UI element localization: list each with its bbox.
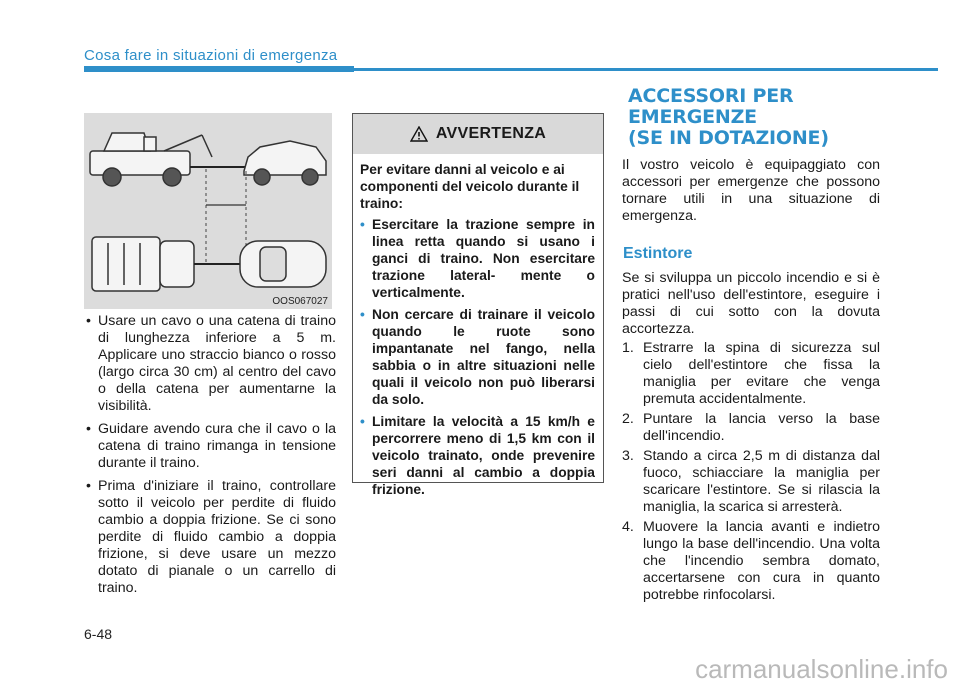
dimension-guides <box>206 169 246 263</box>
towing-diagram <box>84 113 332 309</box>
page-number: 6-48 <box>84 626 113 642</box>
step-item: 3. Stando a circa 2,5 m di distanza dal fuoco, schiacciare la maniglia per scaricare l'estintore. Se si rilascia la maniglia, la scarica si arresterà. <box>622 448 880 515</box>
tow-truck-top <box>92 237 194 291</box>
bullet-icon: • <box>360 307 365 322</box>
bullet-icon: • <box>86 478 91 494</box>
section-header-title: Cosa fare in situazioni di emergenza <box>84 47 338 64</box>
list-item: • Usare un cavo o una catena di traino di lunghezza inferiore a 5 m. Applicare uno straccio bianco o rosso (largo circa 30 cm) al centro del cavo o della catena per aumentarne la visibilità. <box>86 313 336 414</box>
section-title-line: ACCESSORI PER <box>628 85 794 107</box>
section-intro: Il vostro veicolo è equipaggiato con accessori per emergenze che possono tornare utili in una situazione di emergenza. <box>622 157 880 224</box>
list-item: • Guidare avendo cura che il cavo o la catena di traino rimanga in tensione durante il traino. <box>86 421 336 471</box>
towed-car-top <box>240 241 326 287</box>
bullet-icon: • <box>360 414 365 429</box>
step-item: 4. Muovere la lancia avanti e indietro lungo la base dell'incendio. Una volta che l'incendio sembra domato, accertarsene con cura in quanto potrebbe rinfocolarsi. <box>622 519 880 603</box>
warning-intro: Per evitare danni al veicolo e ai componenti del veicolo durante il traino: <box>360 162 580 211</box>
list-item: • Non cercare di trainare il veicolo quando le ruote sono impantanate nel fango, nella sabbia o in altre situazioni nelle quali il veicolo non può liberarsi da solo. <box>360 307 595 407</box>
towed-car-side <box>244 141 326 185</box>
extinguisher-steps <box>622 340 880 607</box>
towing-instructions-list <box>74 313 336 603</box>
tow-truck-side <box>90 133 212 186</box>
bullet-icon: • <box>86 421 91 437</box>
warning-box <box>352 113 604 497</box>
subheading-extinguisher: Estintore <box>623 245 693 262</box>
watermark: carmanualsonline.info <box>695 654 948 684</box>
header-rule-accent <box>84 66 354 72</box>
list-item: • Limitare la velocità a 15 km/h e percorrere meno di 1,5 km con il veicolo trainato, onde prevenire seri danni al cambio a doppia frizione. <box>360 414 595 497</box>
extinguisher-intro: Se si sviluppa un piccolo incendio e si è pratici nell'uso dell'estintore, eseguire i passi di cui sotto con la dovuta accortezza. <box>622 270 880 337</box>
warning-title: AVVERTENZA <box>435 125 547 142</box>
step-item: 1. Estrarre la spina di sicurezza sul cielo dell'estintore che fissa la maniglia per evitare che venga premuta accidentalmente. <box>622 340 880 407</box>
towing-illustration <box>84 113 332 309</box>
section-title <box>628 86 888 149</box>
bullet-icon: • <box>360 217 365 232</box>
step-item: 2. Puntare la lancia verso la base dell'incendio. <box>622 411 880 444</box>
warning-list <box>360 216 595 498</box>
section-title-line: (SE IN DOTAZIONE) <box>628 127 829 149</box>
warning-triangle-icon <box>410 126 428 142</box>
warning-body <box>353 154 603 498</box>
warning-header <box>353 114 603 154</box>
list-item: • Esercitare la trazione sempre in linea retta quando si usano i ganci di traino. Non esercitare trazione lateral- mente o verticalmente. <box>360 217 595 300</box>
figure-code: OOS067027 <box>272 296 328 307</box>
section-title-line: EMERGENZE <box>628 106 757 128</box>
bullet-icon: • <box>86 313 91 329</box>
list-item: • Prima d'iniziare il traino, controllare sotto il veicolo per perdite di fluido cambio a doppia frizione. Se ci sono perdite di fluido cambio a doppia frizione, si deve usare un mezzo dotato di pianale o un carrello di traino. <box>86 478 336 596</box>
